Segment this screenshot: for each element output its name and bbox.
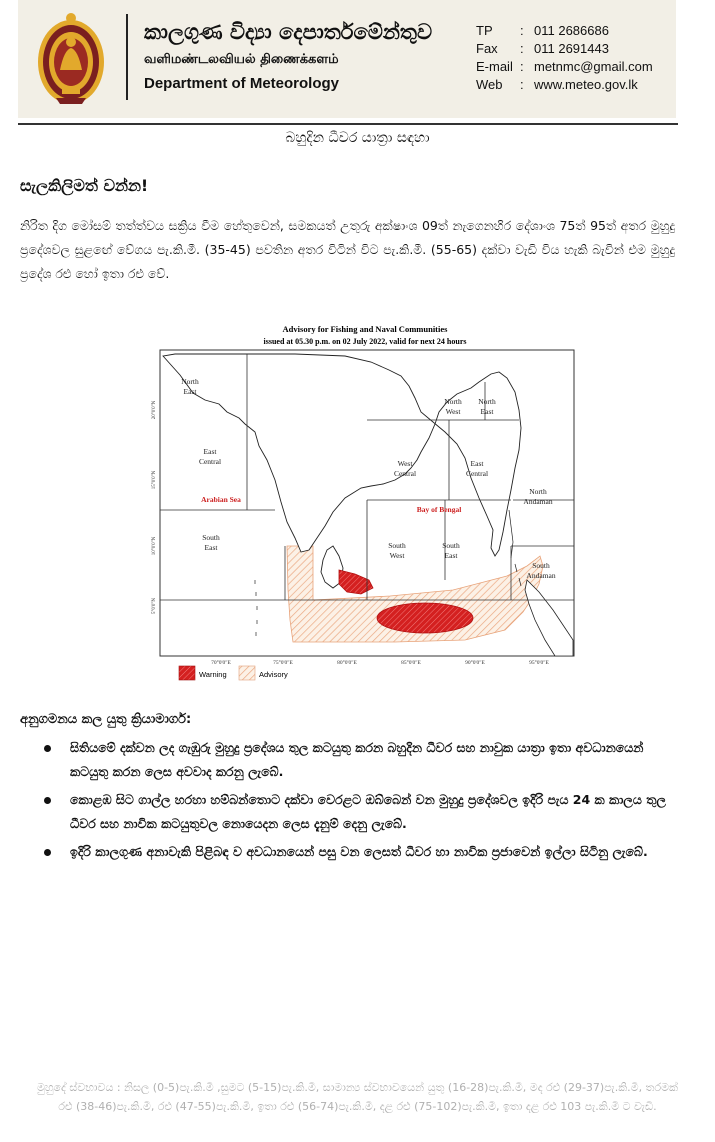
actions-list [44, 736, 676, 868]
contact-block [476, 22, 653, 94]
contact-value[interactable]: www.meteo.gov.lk [534, 77, 638, 92]
contact-label: E-mail [476, 59, 513, 74]
header-rule [18, 123, 678, 125]
legend-advisory-label: Advisory [259, 670, 288, 679]
map-title: Advisory for Fishing and Naval Communities [282, 324, 448, 334]
contact-value[interactable]: metnmc@gmail.com [534, 59, 653, 74]
zone-label: West [397, 459, 413, 468]
advisory-paragraph: නිරිත දිග මෝසම් තත්ත්වය සක්‍රිය වීම හේතුවෙන්, සමකයත් උතුරු අක්ෂාංශ 09ත් නැගෙනහිර දේශාංශ 75ත් 95ත් අතර මුහුදු ප්‍රදේශවල සුළඟේ වේගය පැ.කි.මී. (35-45) පවතින අතර විටින් විට පැ.කි.මී. (55-65) දක්වා වැඩි විය හැකි බැවින් එම මුහුදු ප්‍රදේශ රළු හෝ ඉතා රළු වේ. [20, 218, 675, 281]
bullet-icon [44, 745, 51, 752]
zone-label: East [203, 447, 217, 456]
longitude-label: 70°0'0"E [211, 660, 231, 666]
zone-label: West [445, 407, 461, 416]
zone-label: South [442, 541, 460, 550]
latitude-label: 10°0'0"N [152, 536, 157, 556]
contact-email [476, 58, 653, 76]
zone-label: South [532, 561, 550, 570]
legend-warning-label: Warning [199, 670, 227, 679]
advisory-map [135, 320, 575, 690]
contact-separator: : [520, 59, 524, 74]
contact-separator: : [520, 23, 524, 38]
legend-advisory-swatch [239, 666, 255, 680]
latitude-label: 5°0'0"N [152, 597, 157, 615]
zone-label: Andaman [526, 571, 556, 580]
longitude-label: 85°0'0"E [401, 660, 421, 666]
map-legend [179, 666, 288, 680]
department-name-english: Department of Meteorology [144, 75, 340, 92]
department-name-sinhala: කාලගුණ විද්‍යා දෙපාර්තමේන්තුව [144, 20, 433, 44]
zone-label: North [444, 397, 462, 406]
letterhead [18, 0, 676, 118]
zone-label: East [204, 543, 218, 552]
list-item [44, 840, 676, 864]
longitude-label: 80°0'0"E [337, 660, 357, 666]
latitude-label: 20°0'0"N [152, 400, 157, 420]
warning-area-south [377, 603, 473, 633]
contact-label: Web [476, 77, 503, 92]
longitude-label: 75°0'0"E [273, 660, 293, 666]
action-text: සිතියමේ දක්වන ලද ගැඹුරු මුහුදු ප්‍රදේශය තුල කටයුතු කරන බහුදින ධීවර සහ නාවුක යාත්‍රා ඉතා අවධානයෙන් කටයුතු කරන ලෙස අවවාද කරනු ලැබේ. [70, 740, 644, 779]
contact-value: 011 2686686 [534, 23, 609, 38]
contact-phone [476, 22, 653, 40]
zone-label: Central [198, 457, 222, 466]
department-name-tamil: வளிமண்டலவியல் திணைக்களம் [144, 52, 339, 67]
zone-label: North [529, 487, 547, 496]
action-text: ඉදිරි කාලගුණ අනාවැකි පිළිබඳ ව අවධානයෙන් පසු වන ලෙසත් ධීවර හා නාවික ප්‍රජාවෙන් ඉල්ලා සිටිනු ලැබේ. [70, 844, 648, 859]
bullet-icon [44, 797, 51, 804]
zone-label: East [470, 459, 484, 468]
actions-heading: අනුගමනය කල යුතු ක්‍රියාමාර්ග: [20, 712, 192, 727]
map-subtitle: issued at 05.30 p.m. on 02 July 2022, valid for next 24 hours [263, 337, 467, 346]
header-divider [126, 14, 128, 100]
attention-heading: සැලකිලිමත් වන්න! [20, 176, 149, 195]
bay-of-bengal-label: Bay of Bengal [416, 505, 462, 514]
zone-label: Andaman [523, 497, 553, 506]
longitude-label: 90°0'0"E [465, 660, 485, 666]
action-text: කොළඹ සිට ගාල්ල හරහා හම්බන්තොට දක්වා වෙරළට ඔබ්බෙන් වන මුහුදු ප්‍රදේශවල ඉදිරි පැය 24 ක කාලය තුල ධීවර සහ නාවික කටයුතුවල නොයෙදන ලෙස දැනුම් දෙනු ලැබේ. [70, 792, 666, 831]
zone-label: South [388, 541, 406, 550]
sea-state-footnote: මුහුදේ ස්වභාවය : නිසල (0-5)පැ.කි.මී ,සුමට (5-15)පැ.කි.මී, සාමාන්‍ය ස්වභාවයෙන් යුතු (16-28)පැ.කි.මී, මද රළු (29-37)පැ.කි.මී, තරමක් රළු (38-46)පැ.කි.මී, රළු (47-55)පැ.කි.මී, ඉතා රළු (56-74)පැ.කි.මී, දළ රළු (75-102)පැ.කි.මී, ඉතා දළ රළු 103 පැ.කි.මී ට වැඩි. [37, 1081, 678, 1113]
bullet-icon [44, 849, 51, 856]
sri-lanka-emblem-icon [36, 10, 106, 106]
latitude-label: 15°0'0"N [152, 470, 157, 490]
zone-label: North [181, 377, 199, 386]
list-item [44, 736, 676, 784]
zone-label: North [478, 397, 496, 406]
zone-label: South [202, 533, 220, 542]
zone-label: East [480, 407, 494, 416]
document-title: බහුදින ධීවර යාත්‍රා සඳහා [285, 130, 430, 146]
contact-value: 011 2691443 [534, 41, 609, 56]
contact-label: Fax [476, 41, 498, 56]
contact-fax [476, 40, 653, 58]
zone-label: Central [465, 469, 489, 478]
zone-label: East [444, 551, 458, 560]
longitude-label: 95°0'0"E [529, 660, 549, 666]
list-item [44, 788, 676, 836]
contact-label: TP [476, 23, 493, 38]
zone-label: East [183, 387, 197, 396]
arabian-sea-label: Arabian Sea [201, 495, 241, 504]
zone-label: Central [393, 469, 417, 478]
zone-label: West [389, 551, 405, 560]
contact-web [476, 76, 653, 94]
contact-separator: : [520, 41, 524, 56]
legend-warning-swatch [179, 666, 195, 680]
contact-separator: : [520, 77, 524, 92]
